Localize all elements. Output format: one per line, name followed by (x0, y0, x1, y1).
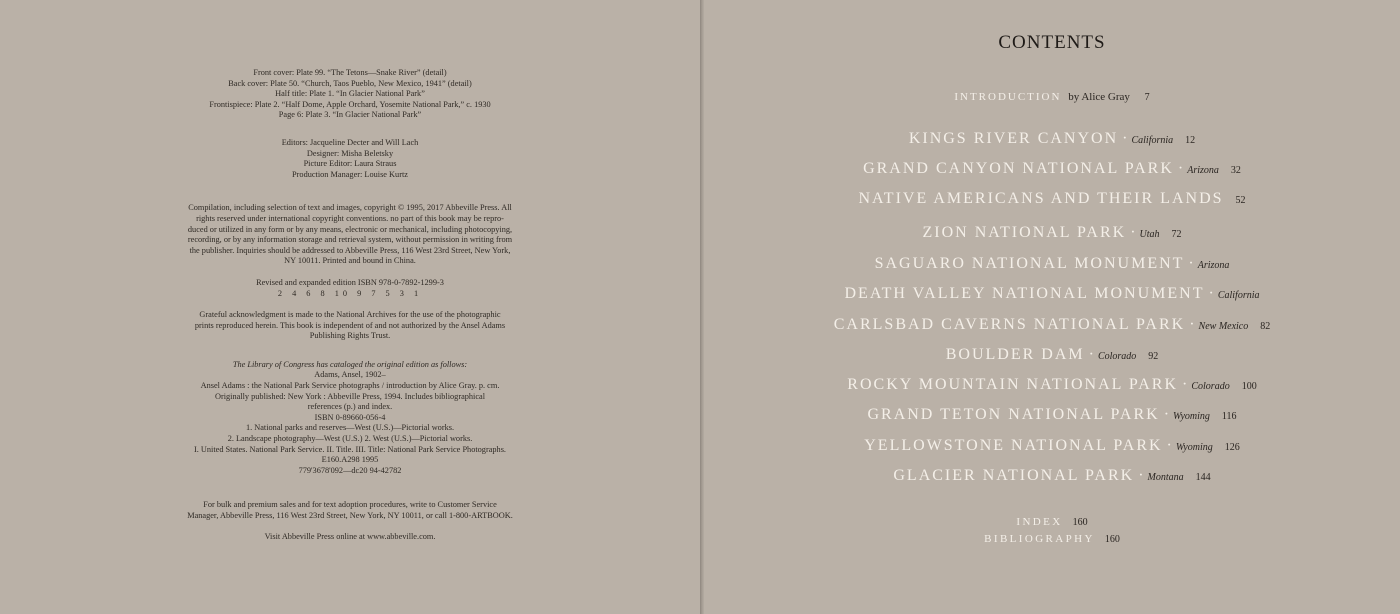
toc-chapter-entry (704, 160, 1400, 178)
toc-chapter-entry (704, 376, 1400, 394)
loc-entry-line: Ansel Adams : the National Park Service photographs / introduction by Alice Gray. p. cm. (200, 381, 500, 391)
toc-chapter-page: 32 (1230, 165, 1241, 176)
toc-chapter-title: DEATH VALLEY NATIONAL MONUMENT (844, 285, 1205, 302)
toc-separator: · (1122, 130, 1128, 147)
toc-chapter-state: Colorado (1097, 351, 1137, 362)
toc-chapter-title: GLACIER NATIONAL PARK (893, 467, 1135, 484)
toc-chapter-state: Utah (1139, 229, 1160, 240)
bulk-sales-line: For bulk and premium sales and for text adoption procedures, write to Customer Service (203, 500, 497, 510)
toc-chapter-state: California (1131, 135, 1174, 146)
bulk-sales-line: Manager, Abbeville Press, 116 West 23rd Street, New York, NY 10011, or call 1-800-ARTBOOK. (187, 511, 513, 520)
toc-chapter-state: Wyoming (1175, 442, 1213, 453)
cover-credits (160, 68, 540, 121)
toc-chapter-state: Colorado (1191, 381, 1230, 392)
toc-back-matter-title: INDEX (1016, 516, 1063, 528)
cover-credit-line: Frontispiece: Plate 2. “Half Dome, Apple Orchard, Yosemite National Park,” c. 1930 (209, 99, 491, 109)
toc-chapter-title: YELLOWSTONE NATIONAL PARK (864, 437, 1163, 454)
copyright-text (160, 68, 540, 542)
contents-heading: CONTENTS (998, 32, 1106, 53)
staff-credit-line: Production Manager: Louise Kurtz (292, 169, 408, 179)
toc-chapter-state: Wyoming (1173, 411, 1210, 422)
toc-separator: · (1177, 160, 1184, 177)
loc-entry-line: references (p.) and index. (307, 402, 393, 412)
rights-line: Compilation, including selection of text and images, copyright © 1995, 2017 Abbeville Press. All (188, 203, 512, 213)
loc-heading: The Library of Congress has cataloged the original edition as follows: (232, 359, 468, 369)
toc-chapter-title: BOULDER DAM (945, 346, 1085, 363)
toc-separator: · (1138, 467, 1144, 484)
toc-back-matter-title: BIBLIOGRAPHY (984, 533, 1095, 545)
rights-line: the publisher. Inquiries should be addressed to Abbeville Press, 116 West 23rd Street, New York, (189, 245, 511, 255)
printing-numbers: 2 4 6 8 10 9 7 5 3 1 (277, 288, 423, 298)
toc-chapter-entry (704, 224, 1400, 242)
loc-entry-line: I. United States. National Park Service. II. Title. III. Title: National Park Service Photographs. (193, 444, 506, 454)
toc-separator: · (1189, 316, 1195, 333)
toc-chapter-title: GRAND TETON NATIONAL PARK (867, 406, 1160, 423)
rights-notice (160, 203, 540, 267)
toc-chapter-page: 82 (1260, 321, 1271, 332)
toc-chapter-state: New Mexico (1198, 321, 1249, 332)
acknowledgment (160, 310, 540, 342)
edition-isbn: Revised and expanded edition ISBN 978-0-7892-1299-3 (256, 277, 444, 287)
toc-separator: · (1182, 376, 1188, 393)
toc-chapter-entry (704, 285, 1400, 303)
toc-chapter-title: ZION NATIONAL PARK (922, 224, 1127, 241)
rights-line: NY 10011. Printed and bound in China. (284, 256, 416, 266)
loc-entry-line: ISBN 0-89660-056-4 (314, 412, 386, 422)
toc-chapter-entry (704, 190, 1400, 208)
toc-chapter-page: 72 (1171, 229, 1182, 240)
acknowledgment-line: prints reproduced herein. This book is independent of and not authorized by the Ansel Adams (194, 320, 506, 330)
toc-chapter-state: Arizona (1197, 260, 1230, 271)
publisher-website: Visit Abbeville Press online at www.abbeville.com. (264, 531, 436, 541)
toc-chapter-entry (704, 316, 1400, 334)
toc-chapter-entry (704, 255, 1400, 273)
toc-chapter-entry (704, 467, 1400, 485)
toc-separator: · (1130, 224, 1136, 241)
cover-credit-line: Page 6: Plate 3. “In Glacier National Park” (278, 110, 422, 120)
toc-separator: · (1188, 255, 1194, 272)
toc-chapter-entry (704, 437, 1400, 455)
toc-chapter-title: SAGUARO NATIONAL MONUMENT (874, 255, 1185, 272)
loc-entry-line: 1. National parks and reserves—West (U.S.)—Pictorial works. (245, 423, 455, 433)
rights-line: rights reserved under international copyright conventions. no part of this book may be repro- (196, 213, 504, 223)
toc-back-matter-page: 160 (1104, 534, 1120, 545)
staff-credits (160, 138, 540, 180)
cover-credit-line: Front cover: Plate 99. “The Tetons—Snake River” (detail) (253, 68, 447, 77)
toc-chapter-page: 100 (1241, 381, 1257, 392)
acknowledgment-line: Publishing Rights Trust. (309, 331, 391, 341)
toc-chapter-entry (704, 130, 1400, 148)
toc-introduction-title: INTRODUCTION (954, 91, 1062, 103)
toc-chapter-page: 144 (1195, 472, 1211, 483)
bulk-sales-notice (160, 500, 540, 521)
toc-chapter-title: KINGS RIVER CANYON (908, 130, 1119, 147)
toc-chapter-title: GRAND CANYON NATIONAL PARK (863, 160, 1174, 177)
edition-block (160, 278, 540, 299)
staff-credit-line: Editors: Jacqueline Decter and Will Lach (281, 137, 419, 147)
toc-chapter-page: 52 (1235, 195, 1246, 206)
toc-introduction-page: 7 (1144, 92, 1150, 103)
staff-credit-line: Designer: Misha Beletsky (306, 148, 394, 158)
loc-entry-line: Originally published: New York : Abbeville Press, 1994. Includes bibliographical (214, 391, 486, 401)
toc-separator: · (1166, 437, 1172, 454)
toc-chapter-title: CARLSBAD CAVERNS NATIONAL PARK (833, 316, 1186, 333)
library-of-congress (160, 360, 540, 477)
loc-entry-line: Adams, Ansel, 1902– (314, 370, 386, 380)
toc-separator: · (1208, 285, 1214, 302)
cover-credit-line: Back cover: Plate 50. “Church, Taos Pueblo, New Mexico, 1941” (detail) (228, 78, 472, 88)
toc-chapter-page: 126 (1224, 442, 1240, 453)
toc-chapter-title: ROCKY MOUNTAIN NATIONAL PARK (847, 376, 1179, 393)
toc-separator: · (1163, 406, 1170, 423)
toc-introduction (704, 91, 1400, 103)
acknowledgment-line: Grateful acknowledgment is made to the National Archives for the use of the photographic (199, 310, 501, 320)
toc-chapter-state: California (1217, 290, 1260, 301)
toc-chapter-page: 116 (1221, 411, 1237, 422)
toc-chapter-title: NATIVE AMERICANS AND THEIR LANDS (858, 190, 1224, 207)
loc-entry-line: 779'3678'092—dc20 94-42782 (298, 465, 402, 475)
toc-back-matter-entry (704, 516, 1400, 528)
cover-credit-line: Half title: Plate 1. “In Glacier National Park” (275, 89, 425, 99)
loc-entry-line: 2. Landscape photography—West (U.S.) 2. West (U.S.)—Pictorial works. (227, 434, 473, 444)
toc-chapter-state: Arizona (1187, 165, 1219, 176)
toc-separator: · (1088, 346, 1094, 363)
toc-chapter-entry (704, 346, 1400, 364)
toc-chapter-page: 12 (1185, 135, 1196, 146)
staff-credit-line: Picture Editor: Laura Straus (303, 159, 397, 169)
toc-back-matter-page: 160 (1072, 517, 1088, 528)
toc-back-matter-entry (704, 533, 1400, 545)
toc-chapter-page: 92 (1148, 351, 1159, 362)
toc-chapter-entry (704, 406, 1400, 424)
rights-line: duced or utilized in any form or by any means, electronic or mechanical, including photocopying, (187, 224, 513, 234)
toc-chapter-state: Montana (1147, 472, 1184, 483)
rights-line: recording, or by any information storage and retrieval system, without permission in writing from (187, 235, 513, 245)
loc-entry-line: E160.A298 1995 (321, 455, 379, 465)
toc-introduction-byline: by Alice Gray (1068, 91, 1130, 103)
